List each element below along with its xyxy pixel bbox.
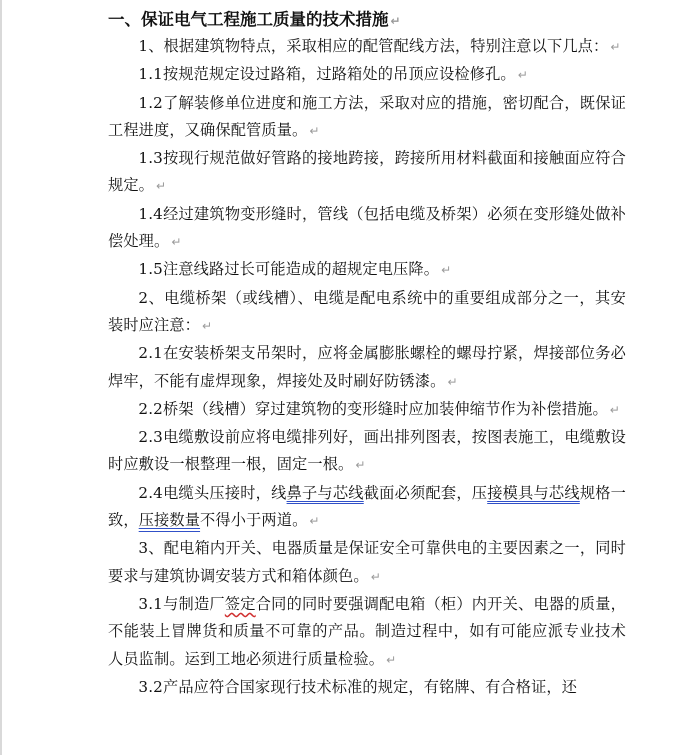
paragraph-mark-icon: ↵ [171,235,182,250]
paragraph [108,33,626,61]
paragraph-text: 1.4经过建筑物变形缝时，管线（包括电缆及桥架）必须在变形缝处做补偿处理。 [108,204,626,251]
paragraph-text: 3.2产品应符合国家现行技术标准的规定，有铭牌、有合格证，还 [138,677,578,696]
paragraph [108,591,626,674]
paragraph [108,90,626,146]
paragraph-text: 不得小于两道。 [200,511,308,530]
paragraph-text: 2.2桥架（线槽）穿过建筑物的变形缝时应加装伸缩节作为补偿措施。 [138,399,608,418]
paragraph-mark-icon: ↵ [156,179,167,194]
spellcheck-marked-text: 接模具与芯线 [487,483,580,502]
paragraph-text: 合同的同时要强调配电箱（柜）内开关、电器的质量，不能装上冒牌货和质量不可靠的产品。制造过程中，如有可能应派专业技术人员监制。运到工地必须进行质量检验。 [108,594,626,668]
paragraph-text: 1.3按现行规范做好管路的接地跨接，跨接所用材料截面和接触面应符合规定。 [108,149,626,195]
paragraph-mark-icon: ↵ [517,68,528,83]
paragraph-mark-icon: ↵ [441,263,452,278]
paragraph-mark-icon: ↵ [609,402,620,417]
paragraph-text: 1、根据建筑物特点，采取相应的配管配线方法，特别注意以下几点： [138,37,609,55]
paragraph-mark-icon: ↵ [390,14,401,28]
paragraph-list [108,33,626,701]
paragraph-text: 2.4电缆头压接时，线 [138,483,287,502]
paragraph-mark-icon: ↵ [309,123,320,138]
paragraph [108,480,626,536]
spellcheck-marked-text: 签定 [224,594,256,613]
document-body [108,6,626,701]
paragraph-text: 截面必须配套，压 [363,483,488,502]
paragraph [108,535,626,591]
section-heading: 一、保证电气工程施工质量的技术措施 ↵ [108,10,401,29]
paragraph [108,396,626,424]
paragraph-text: 2.1在安装桥架支吊架时，应将金属膨胀螺栓的螺母拧紧，焊接部位务必焊牢，不能有虚焊现象，焊接处及时刷好防锈漆。 [108,344,626,390]
spellcheck-marked-text: 压接数量 [138,511,201,530]
paragraph [108,340,626,396]
paragraph-text: 1.2了解装修单位进度和施工方法，采取对应的措施，密切配合，既保证工程进度，又确保配管质量。 [108,93,626,139]
paragraph-mark-icon: ↵ [309,514,320,529]
paragraph [108,61,626,89]
paragraph-mark-icon: ↵ [370,569,381,584]
paragraph-text: 2.3电缆敷设前应将电缆排列好，画出排列图表，按图表施工，电缆敷设时应敷设一根整理一根，固定一根。 [108,428,626,474]
paragraph [108,674,626,701]
paragraph-text: 2、电缆桥架（或线槽）、电缆是配电系统中的重要组成部分之一，其安装时应注意： [108,288,626,334]
spellcheck-marked-text: 鼻子与芯线 [286,483,364,502]
paragraph-text: 规格一致， [108,483,627,530]
paragraph-mark-icon: ↵ [610,40,621,54]
paragraph-mark-icon: ↵ [386,652,397,667]
paragraph [108,201,626,257]
paragraph-text: 3、配电箱内开关、电器质量是保证安全可靠供电的主要因素之一，同时要求与建筑协调安装方式和箱体颜色。 [108,539,626,585]
paragraph-mark-icon: ↵ [202,318,213,333]
paragraph [108,424,626,480]
page-edge [0,0,2,755]
paragraph-text: 3.1与制造厂 [138,594,225,613]
paragraph-text: 1.5注意线路过长可能造成的超规定电压降。 [138,260,440,279]
paragraph [108,285,626,341]
paragraph-mark-icon: ↵ [447,374,458,389]
paragraph [108,256,626,284]
paragraph-text: 1.1按规范规定设过路箱，过路箱处的吊顶应设检修孔。 [138,65,516,84]
paragraph [108,145,626,201]
paragraph-mark-icon: ↵ [355,458,366,473]
